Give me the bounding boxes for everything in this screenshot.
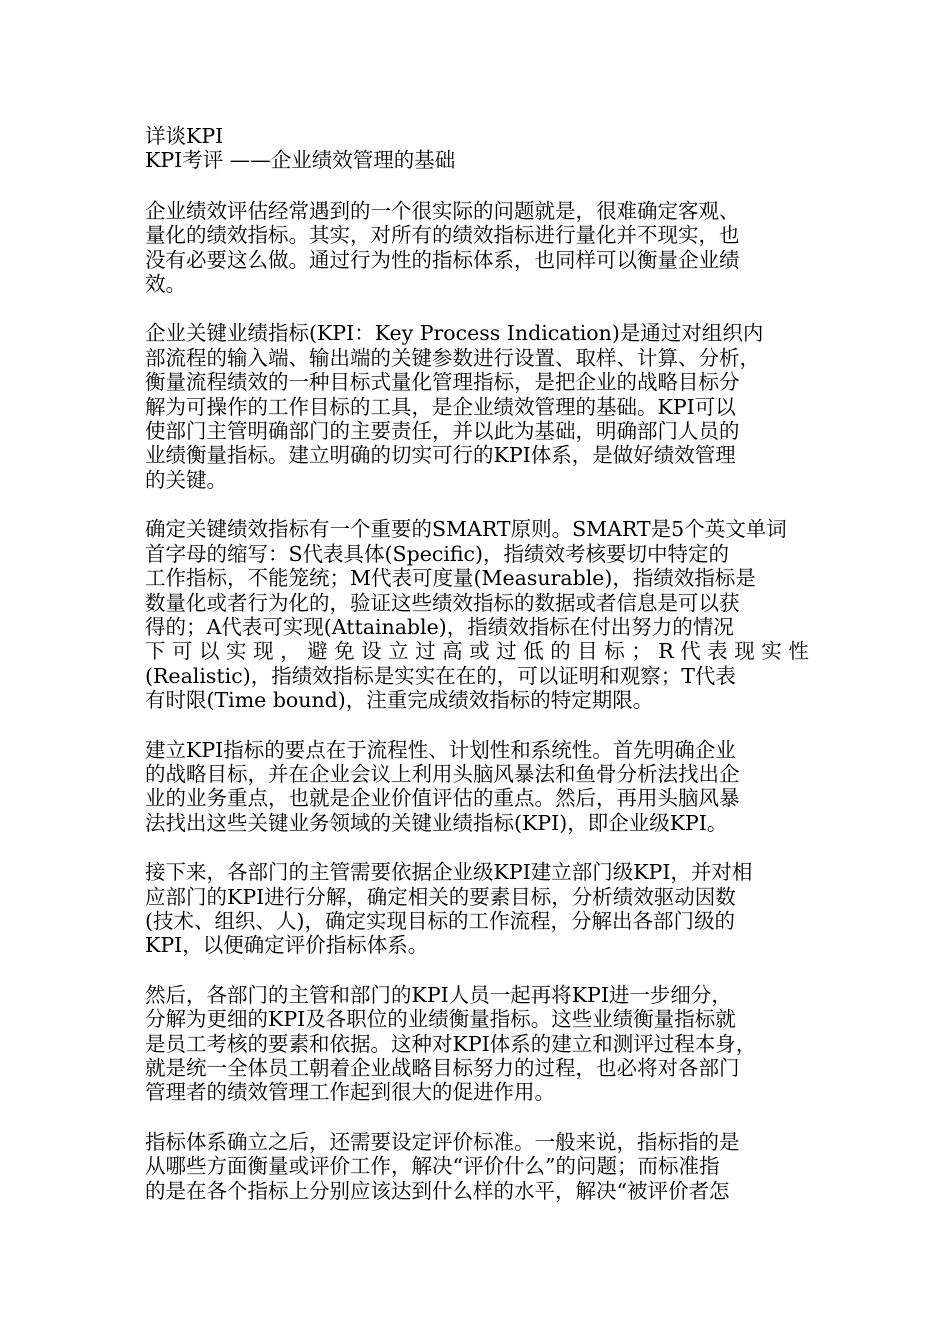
document-subtitle: KPI考评 ——企业绩效管理的基础 xyxy=(145,148,456,173)
paragraph-smart-principle: 确定关键绩效指标有一个重要的SMART原则。SMART是5个英文单词 首字母的缩写：S代表具体(Specific)，指绩效考核要切中特定的 工作指标，不能笼统；M代表可度量(Measurable)，指绩效指标是 数量化或者行为化的，验证这些绩效指标的数据或者信息是可以获 得的；A代表可实现(Attainable)，指绩效指标在付出努力的情况 下 可 以 实 现 ， 避 免 设 立 过 高 或 过 低 的 目 标 ； R 代 表 现 实 性 (Realistic)，指绩效指标是实实在在的，可以证明和观察；T代表 有时限(Time bound)，注重完成绩效指标的特定期限。 xyxy=(145,517,809,713)
document-body xyxy=(145,124,809,1228)
paragraph-kpi-definition: 企业关键业绩指标(KPI：Key Process Indication)是通过对组织内 部流程的输入端、输出端的关键参数进行设置、取样、计算、分析， 衡量流程绩效的一种目标式量化管理指标，是把企业的战略目标分 解为可操作的工作目标的工具，是企业绩效管理的基础。KPI可以 使部门主管明确部门的主要责任，并以此为基础，明确部门人员的 业绩衡量指标。建立明确的切实可行的KPI体系，是做好绩效管理 的关键。 xyxy=(145,321,764,492)
paragraph-kpi-key-points: 建立KPI指标的要点在于流程性、计划性和系统性。首先明确企业 的战略目标，并在企业会议上利用头脑风暴法和鱼骨分析法找出企 业的业务重点，也就是企业价值评估的重点。然后，再用头脑风暴 法找出这些关键业务领域的关键业绩指标(KPI)，即企业级KPI。 xyxy=(145,737,740,835)
paragraph-evaluation-standard: 指标体系确立之后，还需要设定评价标准。一般来说，指标指的是 从哪些方面衡量或评价工作，解决“评价什么”的问题；而标准指 的是在各个指标上分别应该达到什么样的水平，解决“被评价者怎 xyxy=(145,1129,740,1203)
paragraph-intro: 企业绩效评估经常遇到的一个很实际的问题就是，很难确定客观、 量化的绩效指标。其实，对所有的绩效指标进行量化并不现实，也 没有必要这么做。通过行为性的指标体系，也同样可以衡量企业绩 效。 xyxy=(145,198,740,297)
paragraph-department-kpi: 接下来，各部门的主管需要依据企业级KPI建立部门级KPI，并对相 应部门的KPI进行分解，确定相关的要素目标，分析绩效驱动因数 (技术、组织、人)，确定实现目标的工作流程，分解出各部门级的 KPI，以便确定评价指标体系。 xyxy=(145,860,753,958)
paragraph-position-kpi: 然后，各部门的主管和部门的KPI人员一起再将KPI进一步细分， 分解为更细的KPI及各职位的业绩衡量指标。这些业绩衡量指标就 是员工考核的要素和依据。这种对KPI体系的建立和测评过程本身， 就是统一全体员工朝着企业战略目标努力的过程，也必将对各部门 管理者的绩效管理工作起到很大的促进作用。 xyxy=(145,982,757,1105)
document-title: 详谈KPI xyxy=(145,124,224,148)
